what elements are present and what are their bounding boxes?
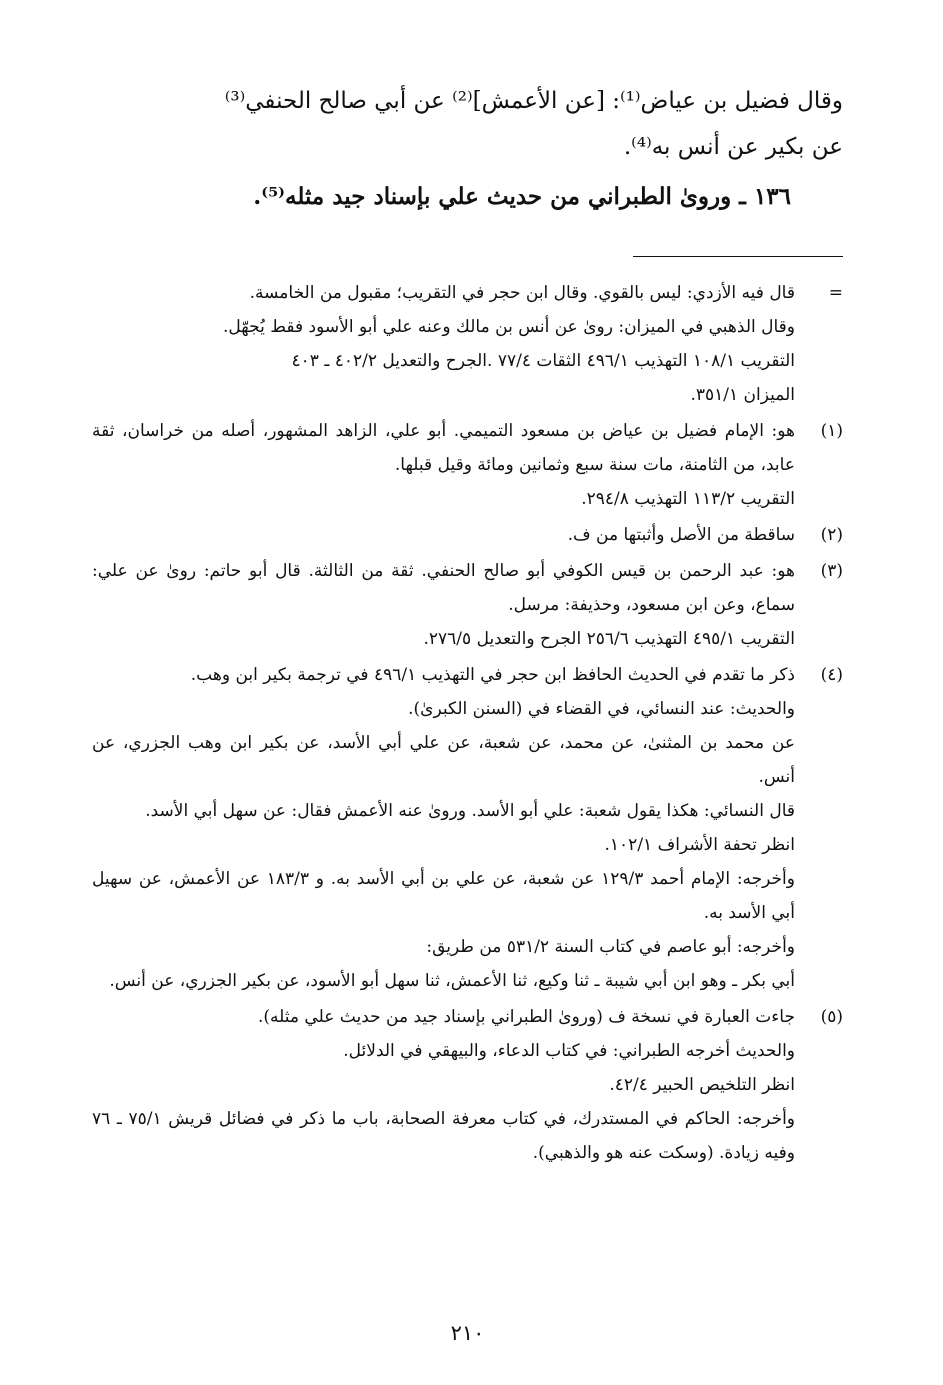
footnote-body	[92, 1000, 795, 1170]
footnotes	[92, 276, 843, 1172]
footnote-5	[92, 1000, 843, 1170]
footnote-3	[92, 554, 843, 656]
footnote-line: والحديث أخرجه الطبراني: في كتاب الدعاء، والبيهقي في الدلائل.	[343, 1041, 795, 1061]
footnote-body	[92, 414, 795, 516]
footnote-marker: (٢)	[820, 525, 843, 545]
footnote-line: ذكر ما تقدم في الحديث الحافظ ابن حجر في التهذيب ٤٩٦/١ في ترجمة بكير ابن وهب.	[190, 665, 795, 685]
hadith-136: ١٣٦ ـ وروىٰ الطبراني من حديث علي بإسناد جيد مثله⁽⁵⁾.	[253, 183, 791, 210]
footnote-line: قال فيه الأزدي: ليس بالقوي. وقال ابن حجر في التقريب؛ مقبول من الخامسة.	[249, 283, 795, 303]
footnote-line: جاءت العبارة في نسخة ف (وروىٰ الطبراني بإسناد جيد من حديث علي مثله).	[258, 1007, 795, 1027]
footnote-marker: =	[828, 283, 843, 303]
footnote-line: هو: عبد الرحمن بن قيس الكوفي أبو صالح الحنفي. ثقة من الثالثة. قال أبو حاتم: روىٰ عن علي: سماع، وعن ابن مسعود، وحذيفة: مرسل.	[92, 561, 795, 615]
footnote-marker: (٤)	[820, 665, 843, 685]
footnote-line: وأخرجه: الحاكم في المستدرك، في كتاب معرفة الصحابة، باب ما ذكر في فضائل قريش ٧٥/١ ـ ٧٦ وفيه زيادة. (وسكت عنه هو والذهبي).	[92, 1109, 796, 1163]
footnote-line: وأخرجه: أبو عاصم في كتاب السنة ٥٣١/٢ من طريق:	[426, 937, 795, 957]
main-text-line: وقال فضيل بن عياض⁽¹⁾: [عن الأعمش]⁽²⁾ عن أبي صالح الحنفي⁽³⁾	[224, 88, 843, 114]
footnote-line: هو: الإمام فضيل بن عياض بن مسعود التميمي. أبو علي، الزاهد المشهور، أصله من خراسان، ثقة عابد، من الثامنة، مات سنة سبع وثمانين ومائة وقيل قبلها.	[92, 421, 795, 475]
footnote-line: التقريب ١٠٨/١ التهذيب ٤٩٦/١ الثقات ٧٧/٤ .الجرح والتعديل ٤٠٢/٢ ـ ٤٠٣	[291, 351, 795, 371]
footnote-4	[92, 658, 843, 998]
footnote-2	[92, 518, 843, 552]
footnote-line: الميزان ٣٥١/١.	[690, 385, 795, 405]
main-text	[92, 78, 843, 220]
footnote-marker: (١)	[820, 421, 843, 441]
footnote-line: انظر التلخيص الحبير ٤٢/٤.	[609, 1075, 795, 1095]
footnote-body	[92, 276, 795, 412]
footnote-line: التقريب ١١٣/٢ التهذيب ٢٩٤/٨.	[581, 489, 795, 509]
footnote-line: قال النسائي: هكذا يقول شعبة: علي أبو الأسد. وروىٰ عنه الأعمش فقال: عن سهل أبي الأسد.	[145, 801, 795, 821]
footnote-continued	[92, 276, 843, 412]
footnote-line: عن محمد بن المثنىٰ، عن محمد، عن شعبة، عن علي أبي الأسد، عن بكير ابن وهب الجزري، عن أنس.	[92, 733, 795, 787]
footnote-line: التقريب ٤٩٥/١ التهذيب ٢٥٦/٦ الجرح والتعديل ٢٧٦/٥.	[423, 629, 795, 649]
footnote-line: أبي بكر ـ وهو ابن أبي شيبة ـ ثنا وكيع، ثنا الأعمش، ثنا سهل أبو الأسود، عن بكير الجزري، عن أنس.	[109, 971, 795, 991]
footnote-line: وقال الذهبي في الميزان: روىٰ عن أنس بن مالك وعنه علي أبو الأسود فقط يُجهّل.	[223, 317, 795, 337]
footnote-line: والحديث: عند النسائي، في القضاء في (السنن الكبرىٰ).	[408, 699, 795, 719]
footnote-line: وأخرجه: الإمام أحمد ١٢٩/٣ عن شعبة، عن علي بن أبي الأسد به. و ١٨٣/٣ عن الأعمش، عن سهيل أبي الأسد به.	[92, 869, 795, 923]
footnote-body	[92, 518, 795, 552]
main-text-line: عن بكير عن أنس به⁽⁴⁾.	[623, 134, 843, 160]
footnote-divider	[633, 256, 843, 257]
footnote-marker: (٥)	[820, 1007, 843, 1027]
footnote-marker: (٣)	[820, 561, 843, 581]
footnote-body	[92, 554, 795, 656]
page-number: ٢١٠	[450, 1321, 485, 1345]
footnote-body	[92, 658, 795, 998]
footnote-line: ساقطة من الأصل وأثبتها من ف.	[567, 525, 795, 545]
footnote-1	[92, 414, 843, 516]
book-page	[92, 78, 843, 1345]
footnote-line: انظر تحفة الأشراف ١٠٢/١.	[604, 835, 795, 855]
